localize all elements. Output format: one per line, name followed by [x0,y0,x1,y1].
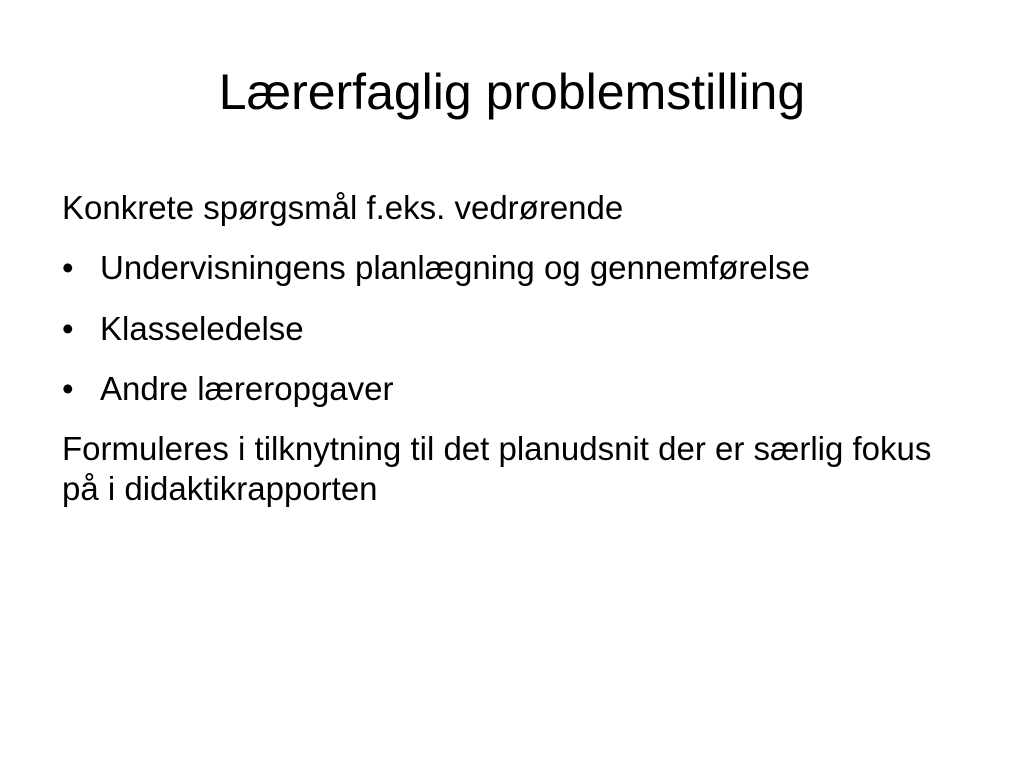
bullet-icon: • [62,369,74,407]
bullet-text: Klasseledelse [100,309,304,347]
bullet-list [62,248,962,409]
bullet-icon: • [62,309,74,347]
intro-text: Konkrete spørgsmål f.eks. vedrørende [62,189,624,226]
bullet-item [62,369,962,409]
bullet-icon: • [62,249,74,287]
slide-title: Lærerfaglig problemstilling [218,64,806,120]
bullet-text: Undervisningens planlægning og gennemførelse [100,249,810,287]
bullet-item [62,309,962,349]
slide-body [62,188,962,530]
closing-text: Formuleres i tilknytning til det planudsnit der er særlig fokus på i didaktikrapporten [62,430,932,508]
bullet-item [62,248,962,288]
bullet-text: Andre læreropgaver [100,369,394,407]
